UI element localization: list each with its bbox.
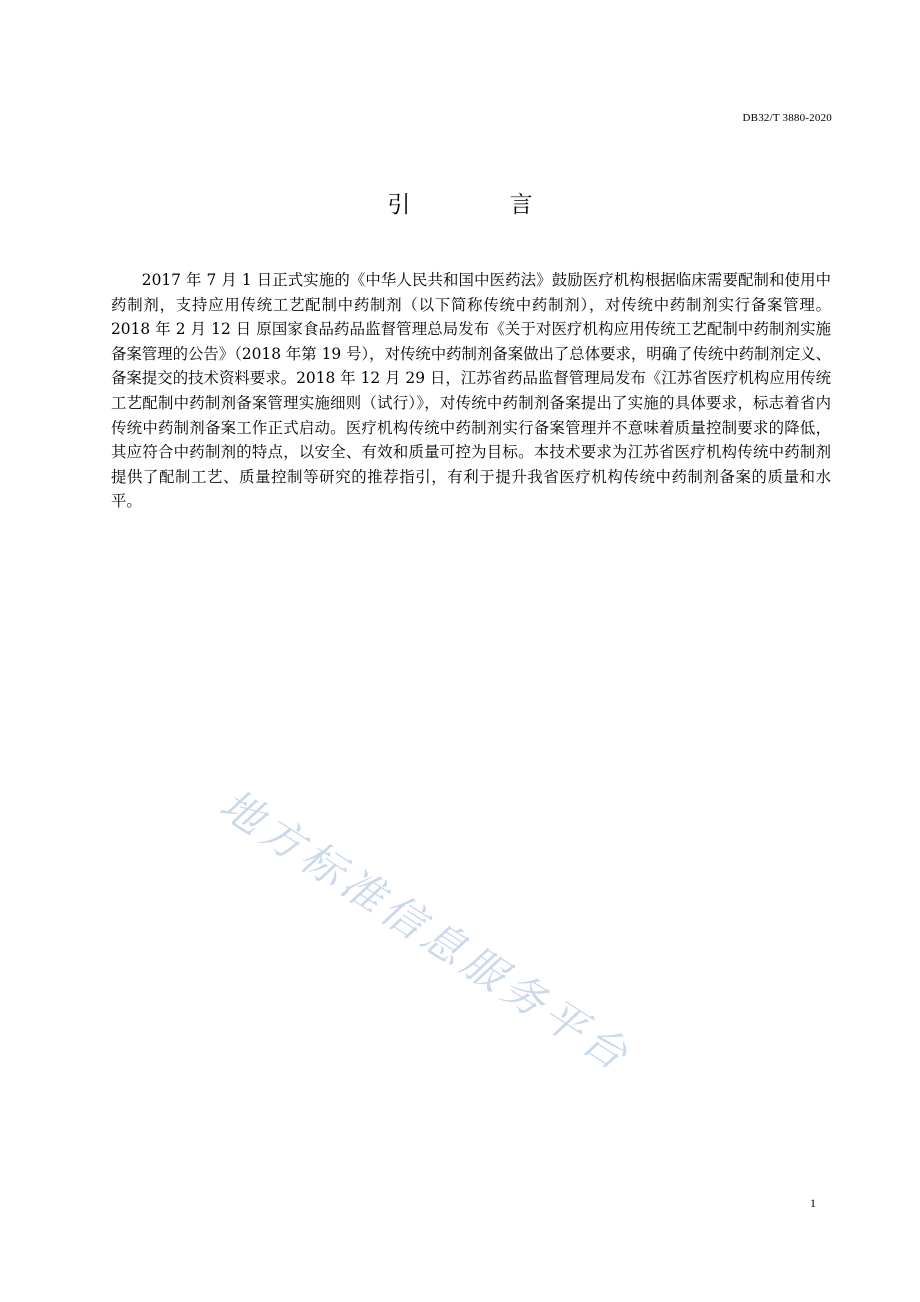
page-number: 1 (810, 1196, 816, 1210)
standard-code: DB32/T 3880-2020 (742, 112, 832, 124)
introduction-paragraph: 2017 年 7 月 1 日正式实施的《中华人民共和国中医药法》鼓励医疗机构根据临床需要配制和使用中药制剂，支持应用传统工艺配制中药制剂（以下简称传统中药制剂），对传统中药制剂实行备案管理。2018 年 2 月 12 日 原国家食品药品监督管理总局发布《关于对医疗机构应用传统工艺配制中药制剂实施备案管理的公告》（2018 年第 19 号），对传统中药制剂备案做出了总体要求，明确了传统中药制剂定义、备案提交的技术资料要求。2018 年 12 月 29 日，江苏省药品监督管理局发布《江苏省医疗机构应用传统工艺配制中药制剂备案管理实施细则（试行）》，对传统中药制剂备案提出了实施的具体要求，标志着省内传统中药制剂备案工作正式启动。医疗机构传统中药制剂实行备案管理并不意味着质量控制要求的降低，其应符合中药制剂的特点，以安全、有效和质量可控为目标。本技术要求为江苏省医疗机构传统中药制剂提供了配制工艺、质量控制等研究的推荐指引，有利于提升我省医疗机构传统中药制剂备案的质量和水平。 (111, 271, 831, 511)
watermark: 地方标准信息服务平台 (211, 779, 641, 1083)
page-title: 引 言 (387, 192, 579, 218)
